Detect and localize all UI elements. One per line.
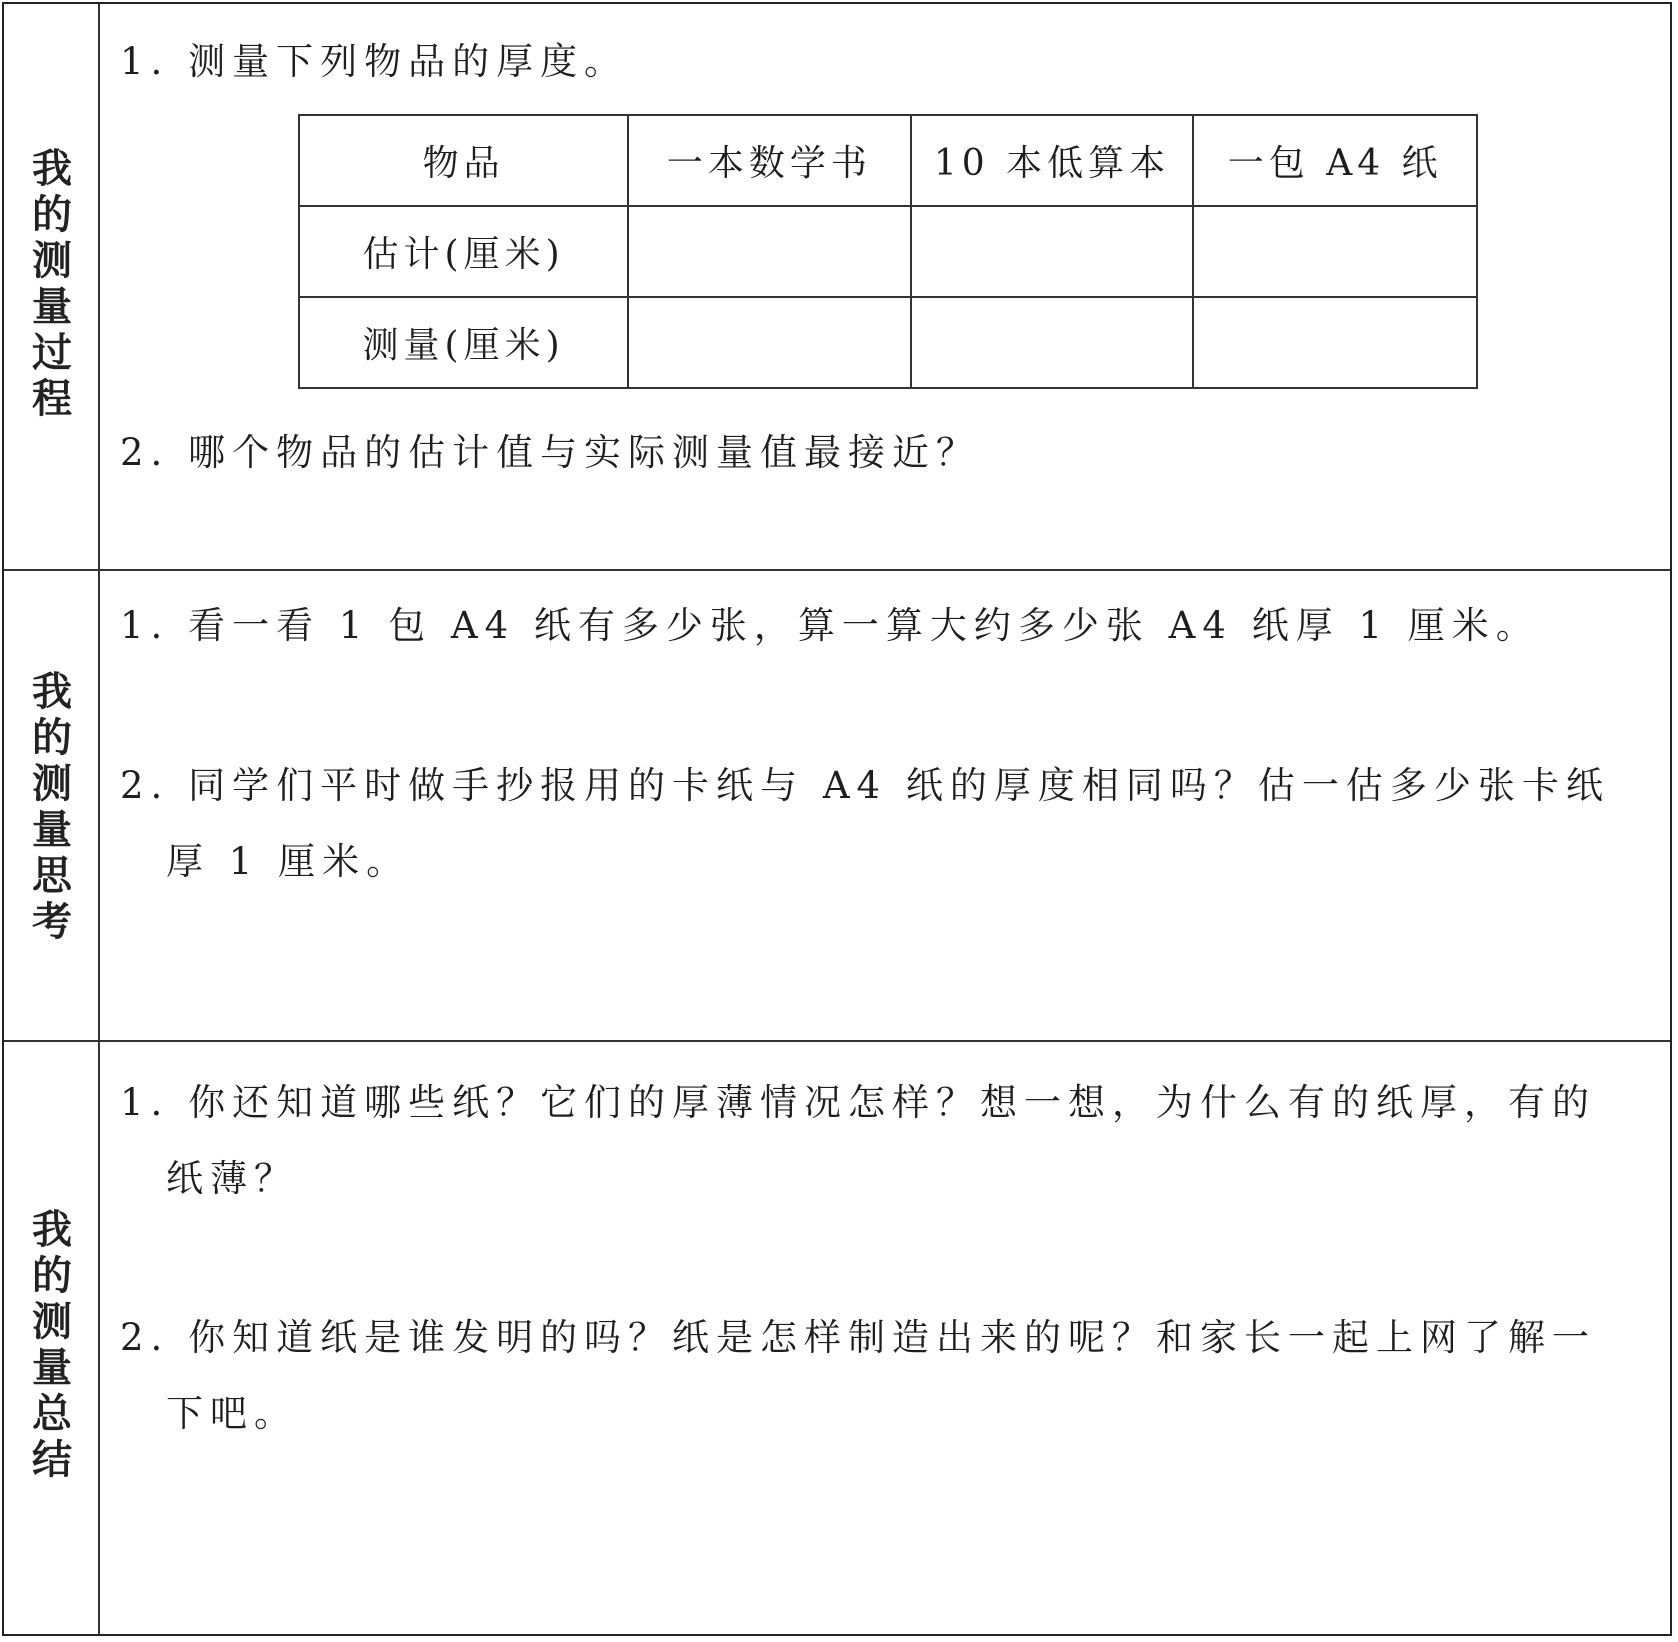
- table-row-measured: [299, 297, 1477, 388]
- answer-cell[interactable]: [1193, 206, 1477, 297]
- answer-cell[interactable]: [628, 206, 910, 297]
- table-row-estimate: [299, 206, 1477, 297]
- section-label-column: [4, 4, 100, 569]
- answer-cell[interactable]: [628, 297, 910, 388]
- section-measurement-summary: [4, 1042, 1670, 1634]
- answer-cell[interactable]: [911, 297, 1194, 388]
- question-2: 2. 你知道纸是谁发明的吗？纸是怎样制造出来的呢？和家长一起上网了解一 下吧。: [120, 1316, 1597, 1435]
- worksheet: [2, 2, 1672, 1636]
- section-label: 我 的 测 量 过 程: [32, 146, 72, 422]
- answer-cell[interactable]: [1193, 297, 1477, 388]
- answer-cell[interactable]: [911, 206, 1194, 297]
- question-1: 1. 你还知道哪些纸？它们的厚薄情况怎样？想一想，为什么有的纸厚，有的 纸薄？: [120, 1081, 1597, 1200]
- row-label-estimate: 估计(厘米): [299, 206, 628, 297]
- table-header-cell: 10 本低算本: [911, 115, 1194, 206]
- table-header-cell: 物品: [299, 115, 628, 206]
- question-2: 2. 哪个物品的估计值与实际测量值最接近？: [120, 431, 981, 474]
- question-1: 1. 测量下列物品的厚度。: [120, 40, 629, 83]
- table-header-cell: 一包 A4 纸: [1193, 115, 1477, 206]
- section-content: [100, 1042, 1670, 1634]
- section-label: 我 的 测 量 思 考: [32, 669, 72, 945]
- section-label-column: [4, 571, 100, 1040]
- question-2: 2. 同学们平时做手抄报用的卡纸与 A4 纸的厚度相同吗？估一估多少张卡纸 厚 1 厘米。: [120, 764, 1610, 883]
- question-1: 1. 看一看 1 包 A4 纸有多少张，算一算大约多少张 A4 纸厚 1 厘米。: [120, 604, 1540, 647]
- table-header-row: [299, 115, 1477, 206]
- table-header-cell: 一本数学书: [628, 115, 910, 206]
- measurement-table: [298, 114, 1478, 389]
- section-label-column: [4, 1042, 100, 1634]
- section-content: [100, 4, 1670, 569]
- row-label-measured: 测量(厘米): [299, 297, 628, 388]
- section-content: [100, 571, 1670, 1040]
- section-measurement-thinking: [4, 571, 1670, 1042]
- section-label: 我 的 测 量 总 结: [32, 1207, 72, 1483]
- section-measurement-process: [4, 4, 1670, 571]
